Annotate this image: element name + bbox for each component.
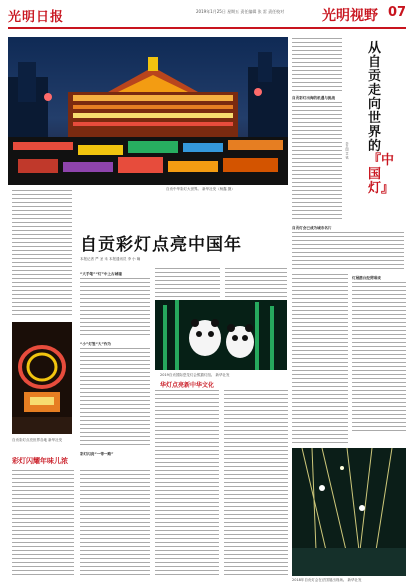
left-text-block: [12, 190, 72, 315]
side-text-block: [292, 102, 342, 222]
masthead-rule: [8, 27, 406, 29]
newspaper-logo[interactable]: 光明日报: [8, 10, 65, 25]
main-subhead-3: 彩灯闪亮“一带一路”: [80, 452, 114, 456]
mid-headline[interactable]: 华灯点亮新中华文化: [160, 382, 215, 389]
hero-caption: 自贡中华彩灯大世界。 新华社发（杨鑫 摄）: [166, 187, 235, 191]
side-text-block: [292, 232, 404, 270]
panda-photo-art: [155, 300, 287, 370]
panda-photo-caption: 2019自贡国际恐龙灯会熊猫灯组。 新华社发: [160, 373, 230, 377]
main-subhead-1: “大手笔”“灯”中上古城墙: [80, 272, 122, 276]
section-title: 光明视野: [322, 8, 378, 24]
page-number: 07: [388, 5, 407, 20]
lantern-photo-art: [292, 448, 406, 576]
lantern-photo-caption: 2018年自贡灯会在法国展出现场。 新华社发: [292, 578, 362, 582]
main-text-block: [80, 348, 150, 448]
side-text-block: [292, 38, 342, 93]
side-subhead-2: 自贡灯会已成为城市名片: [292, 226, 332, 230]
bottom-text-block: [12, 470, 74, 576]
left-lantern-photo: [12, 322, 72, 434]
side-article-title[interactable]: [368, 41, 395, 196]
panda-lantern-photo: [155, 300, 287, 370]
bottom-headline[interactable]: 彩灯闪耀年味儿浓: [12, 456, 68, 465]
left-photo-caption: 自贡彩灯点亮世界各地 新华社发: [12, 438, 63, 442]
lantern-photo: [292, 448, 406, 576]
side-subhead-1: 自贡彩灯出海的机遇与挑战: [292, 96, 336, 100]
main-text-block: [224, 390, 288, 576]
main-text-block: [80, 470, 150, 576]
main-text-block: [80, 278, 150, 338]
side-text-block: [292, 274, 348, 444]
main-text-block: [155, 390, 219, 576]
hero-photo: [8, 37, 288, 185]
side-title-text: 从自贡走向世界的: [368, 41, 382, 154]
side-subhead-3: 灯展搭台经贸唱戏: [352, 276, 381, 280]
side-title-red: 『中国灯』: [368, 153, 395, 196]
main-headline[interactable]: 自贡彩灯点亮中国年: [80, 235, 242, 255]
left-photo-art: [12, 322, 72, 434]
main-subhead-2: “小”灯笼“大”作为: [80, 342, 112, 346]
side-author: 李卫国 章 铭: [345, 142, 349, 159]
dateline: 2019年1月25日 星期五 责任编辑 张 雷 责任校对: [196, 9, 285, 14]
side-text-block: [352, 282, 406, 432]
hero-photo-art: [8, 37, 288, 185]
main-byline: 本报记者 严 圣 禾 本报通讯员 李 小 娴: [80, 257, 141, 261]
